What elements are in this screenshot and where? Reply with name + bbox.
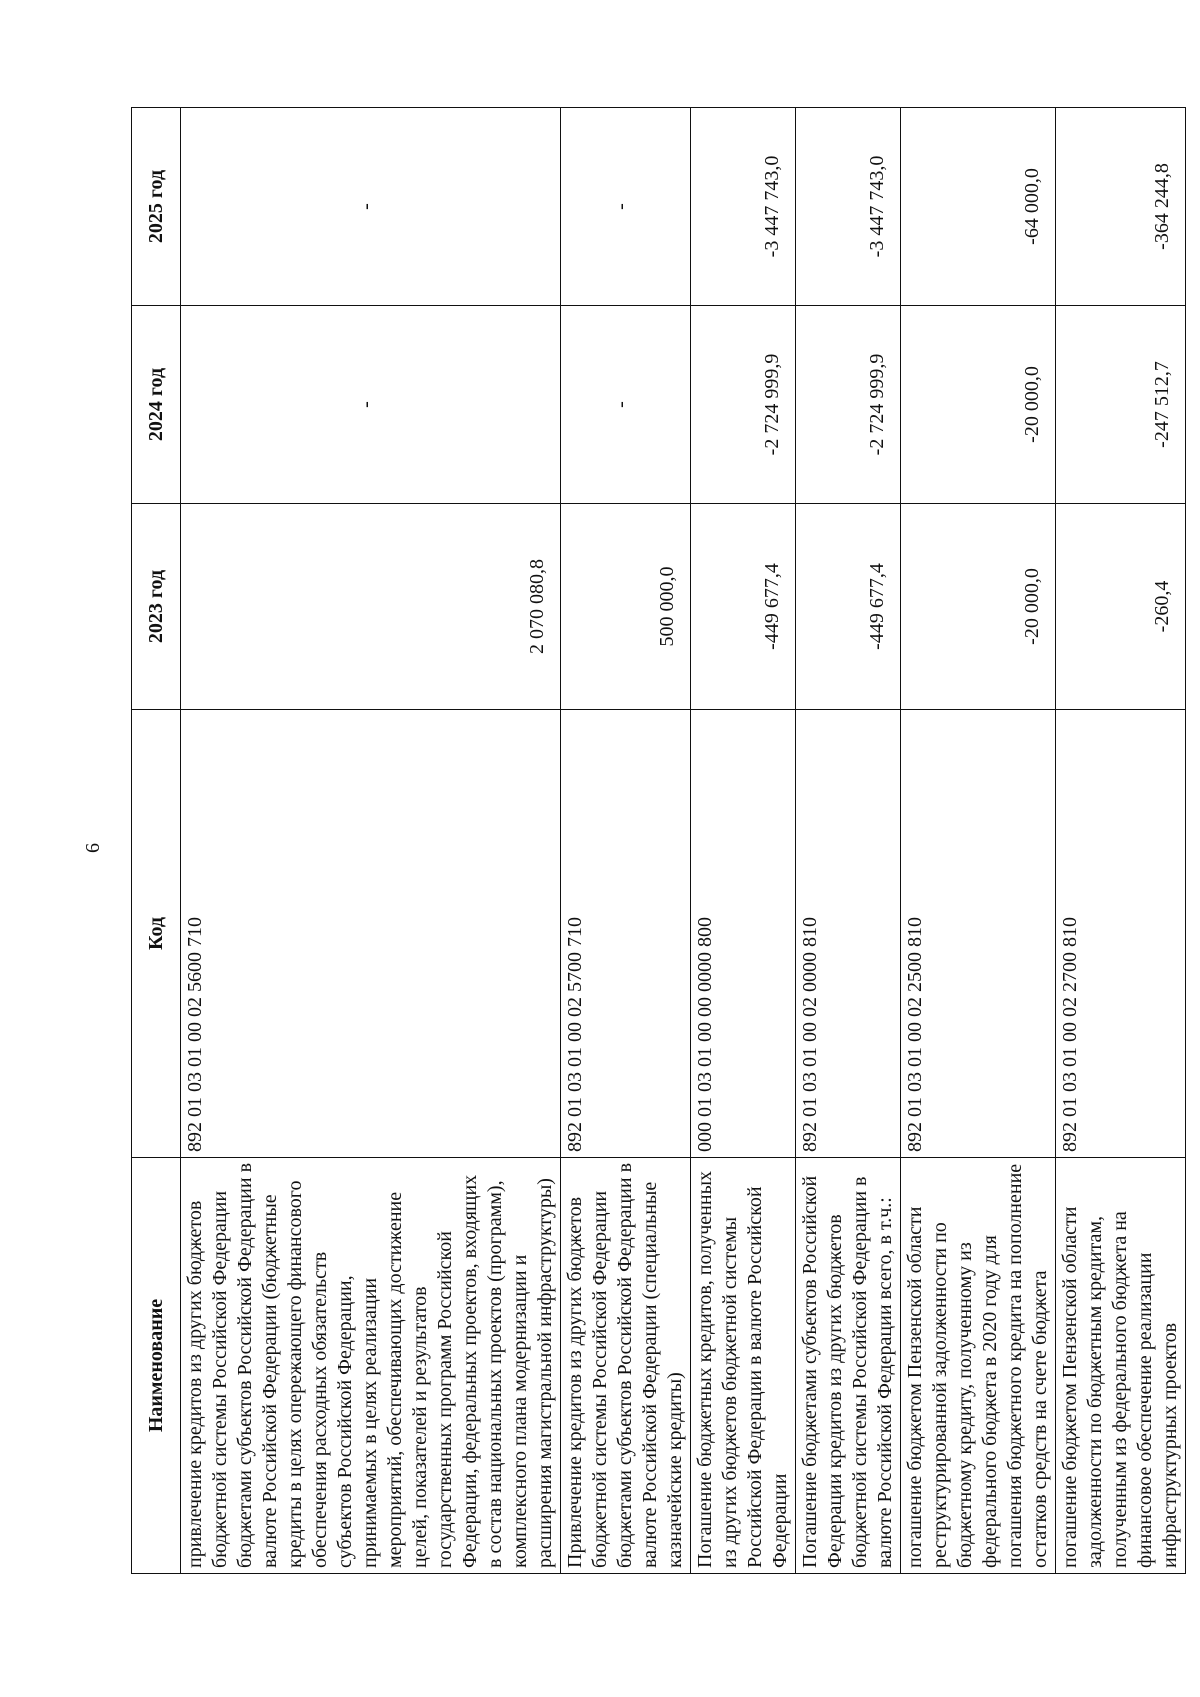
row-name: Погашение бюджетных кредитов, полученных из других бюджетов бюджетной системы Российской Федерации в валюте Российской Федерации <box>691 1158 796 1574</box>
row-value-2025: -3 447 743,0 <box>691 108 796 306</box>
header-2023: 2023 год <box>132 504 181 710</box>
page-number: 6 <box>82 843 104 853</box>
row-value-2023: 2 070 080,8 <box>181 504 561 710</box>
header-2024: 2024 год <box>132 306 181 504</box>
row-name: Погашение бюджетами субъектов Российской Федерации кредитов из других бюджетов бюджетной системы Российской Федерации в валюте Российской Федерации всего, в т.ч.: <box>796 1158 901 1574</box>
row-value-2025: -64 000,0 <box>901 108 1056 306</box>
budget-table <box>131 107 1186 1574</box>
row-name: привлечение кредитов из других бюджетов бюджетной системы Российской Федерации бюджетами субъектов Российской Федерации в валюте Российской Федерации (бюджетные кредиты в целях опережающего финансового обеспечения расходных обязательств субъектов Российской Федерации, принимаемых в целях реализации мероприятий, обеспечивающих достижение целей, показателей и результатов государственных программ Российской Федерации, федеральных проектов, входящих в состав национальных проектов (программ), комплексного плана модернизации и расширения магистральной инфраструктуры) <box>181 1158 561 1574</box>
table-row <box>796 108 901 1574</box>
row-code: 892 01 03 01 00 02 5700 710 <box>561 710 691 1158</box>
row-name: погашение бюджетом Пензенской области реструктурированной задолженности по бюджетному кредиту, полученному из федерального бюджета в 2020 году для погашения бюджетного кредита на пополнение остатков средств на счете бюджета <box>901 1158 1056 1574</box>
row-value-2025: - <box>181 108 561 306</box>
row-value-2023: -260,4 <box>1056 504 1186 710</box>
budget-table-rotated <box>131 108 1181 1574</box>
row-code: 892 01 03 01 00 02 2700 810 <box>1056 710 1186 1158</box>
row-value-2024: -20 000,0 <box>901 306 1056 504</box>
header-name: Наименование <box>132 1158 181 1574</box>
row-value-2024: - <box>561 306 691 504</box>
row-value-2023: -449 677,4 <box>691 504 796 710</box>
row-value-2023: -449 677,4 <box>796 504 901 710</box>
row-value-2024: - <box>181 306 561 504</box>
row-value-2025: -3 447 743,0 <box>796 108 901 306</box>
row-code: 892 01 03 01 00 02 0000 810 <box>796 710 901 1158</box>
row-value-2024: -2 724 999,9 <box>691 306 796 504</box>
header-code: Код <box>132 710 181 1158</box>
table-row <box>691 108 796 1574</box>
row-code: 892 01 03 01 00 02 5600 710 <box>181 710 561 1158</box>
table-row <box>1056 108 1186 1574</box>
table-row <box>901 108 1056 1574</box>
row-code: 892 01 03 01 00 02 2500 810 <box>901 710 1056 1158</box>
row-name: погашение бюджетом Пензенской области задолженности по бюджетным кредитам, полученным из федерального бюджета на финансовое обеспечение реализации инфраструктурных проектов <box>1056 1158 1186 1574</box>
header-2025: 2025 год <box>132 108 181 306</box>
row-name: Привлечение кредитов из других бюджетов бюджетной системы Российской Федерации бюджетами субъектов Российской Федерации в валюте Российской Федерации (специальные казначейские кредиты) <box>561 1158 691 1574</box>
row-code: 000 01 03 01 00 00 0000 800 <box>691 710 796 1158</box>
table-header-row <box>132 108 181 1574</box>
row-value-2025: - <box>561 108 691 306</box>
row-value-2023: 500 000,0 <box>561 504 691 710</box>
row-value-2024: -247 512,7 <box>1056 306 1186 504</box>
row-value-2023: -20 000,0 <box>901 504 1056 710</box>
table-row <box>181 108 561 1574</box>
row-value-2024: -2 724 999,9 <box>796 306 901 504</box>
table-row <box>561 108 691 1574</box>
row-value-2025: -364 244,8 <box>1056 108 1186 306</box>
